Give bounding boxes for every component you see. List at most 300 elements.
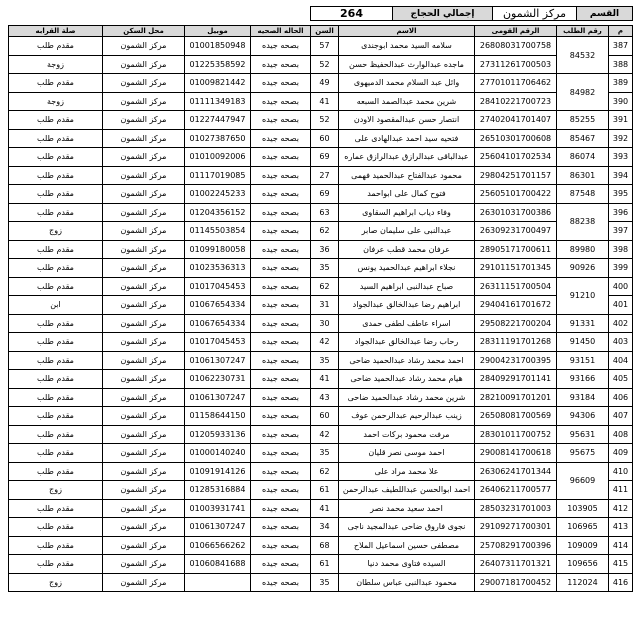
request-number-cell: 103905: [557, 499, 609, 518]
health-status-cell: بصحه جيده: [251, 148, 311, 167]
age-cell: 41: [311, 499, 339, 518]
mobile-cell: 01002245233: [185, 185, 251, 204]
health-status-cell: بصحه جيده: [251, 573, 311, 592]
national-id-cell: 26406211700577: [475, 481, 557, 500]
row-number-cell: 405: [609, 370, 633, 389]
request-number-cell: 85255: [557, 111, 609, 130]
request-number-cell: 91450: [557, 333, 609, 352]
row-number-cell: 389: [609, 74, 633, 93]
relation-cell: مقدم طلب: [9, 370, 103, 389]
request-number-cell: 109656: [557, 555, 609, 574]
mobile-cell: 01285316884: [185, 481, 251, 500]
age-cell: 41: [311, 92, 339, 111]
mobile-cell: 01204356152: [185, 203, 251, 222]
table-row: [9, 240, 633, 259]
relation-cell: مقدم طلب: [9, 185, 103, 204]
relation-cell: مقدم طلب: [9, 111, 103, 130]
national-id-cell: 29804251701157: [475, 166, 557, 185]
national-id-cell: 29508221700204: [475, 314, 557, 333]
age-cell: 36: [311, 240, 339, 259]
name-cell: فتوح كمال على ابواحمد: [339, 185, 475, 204]
residence-cell: مركز الشمون: [103, 518, 185, 537]
health-status-cell: بصحه جيده: [251, 462, 311, 481]
row-number-cell: 390: [609, 92, 633, 111]
residence-cell: مركز الشمون: [103, 333, 185, 352]
mobile-cell: 01023536313: [185, 259, 251, 278]
relation-cell: مقدم طلب: [9, 333, 103, 352]
name-cell: عبدالنبى على سليمان صابر: [339, 222, 475, 241]
residence-cell: مركز الشمون: [103, 351, 185, 370]
table-row: [9, 388, 633, 407]
name-cell: هيام محمد رشاد عبدالحميد ضاحى: [339, 370, 475, 389]
name-cell: احمد سعيد محمد نصر: [339, 499, 475, 518]
residence-cell: مركز الشمون: [103, 277, 185, 296]
row-number-cell: 416: [609, 573, 633, 592]
table-row: [9, 499, 633, 518]
row-number-cell: 402: [609, 314, 633, 333]
request-number-cell: 84532: [557, 37, 609, 74]
name-cell: وفاء دياب ابراهيم السقاوى: [339, 203, 475, 222]
row-number-cell: 395: [609, 185, 633, 204]
request-number-cell: 95631: [557, 425, 609, 444]
age-cell: 49: [311, 74, 339, 93]
table-row: [9, 277, 633, 296]
table-row: [9, 148, 633, 167]
column-header: صلة القرابه: [9, 26, 103, 37]
mobile-cell: 01066566262: [185, 536, 251, 555]
national-id-cell: 26808031700758: [475, 37, 557, 56]
name-cell: احمد ابوالحسن عبداللطيف عبدالرحمن: [339, 481, 475, 500]
mobile-cell: 01091914126: [185, 462, 251, 481]
name-cell: عبدالباقى عبدالرازق عبدالرازق عماره: [339, 148, 475, 167]
national-id-cell: 27701011706462: [475, 74, 557, 93]
table-row: [9, 425, 633, 444]
row-number-cell: 393: [609, 148, 633, 167]
residence-cell: مركز الشمون: [103, 148, 185, 167]
section-value: مركز الشمون: [493, 7, 577, 21]
relation-cell: مقدم طلب: [9, 536, 103, 555]
table-body: [9, 37, 633, 592]
name-cell: نجوى فاروق ضاحى عبدالمجيد ناجى: [339, 518, 475, 537]
age-cell: 68: [311, 536, 339, 555]
relation-cell: زوج: [9, 573, 103, 592]
national-id-cell: 25708291700396: [475, 536, 557, 555]
age-cell: 34: [311, 518, 339, 537]
request-number-cell: 93184: [557, 388, 609, 407]
table-row: [9, 74, 633, 93]
age-cell: 60: [311, 129, 339, 148]
residence-cell: مركز الشمون: [103, 444, 185, 463]
residence-cell: مركز الشمون: [103, 296, 185, 315]
national-id-cell: 28210091701201: [475, 388, 557, 407]
residence-cell: مركز الشمون: [103, 74, 185, 93]
age-cell: 61: [311, 555, 339, 574]
row-number-cell: 392: [609, 129, 633, 148]
mobile-cell: 01062230731: [185, 370, 251, 389]
residence-cell: مركز الشمون: [103, 222, 185, 241]
age-cell: 62: [311, 462, 339, 481]
residence-cell: مركز الشمون: [103, 240, 185, 259]
residence-cell: مركز الشمون: [103, 55, 185, 74]
national-id-cell: 26306241701344: [475, 462, 557, 481]
age-cell: 62: [311, 222, 339, 241]
table-row: [9, 55, 633, 74]
row-number-cell: 403: [609, 333, 633, 352]
table-row: [9, 314, 633, 333]
national-id-cell: 27402041701407: [475, 111, 557, 130]
health-status-cell: بصحه جيده: [251, 499, 311, 518]
relation-cell: مقدم طلب: [9, 462, 103, 481]
national-id-cell: 25605101700422: [475, 185, 557, 204]
health-status-cell: بصحه جيده: [251, 203, 311, 222]
age-cell: 52: [311, 55, 339, 74]
relation-cell: مقدم طلب: [9, 277, 103, 296]
row-number-cell: 411: [609, 481, 633, 500]
table-row: [9, 462, 633, 481]
age-cell: 35: [311, 444, 339, 463]
mobile-cell: 01009821442: [185, 74, 251, 93]
national-id-cell: 28410221700723: [475, 92, 557, 111]
summary-header: [310, 6, 633, 21]
health-status-cell: بصحه جيده: [251, 536, 311, 555]
row-number-cell: 400: [609, 277, 633, 296]
relation-cell: زوج: [9, 222, 103, 241]
residence-cell: مركز الشمون: [103, 111, 185, 130]
name-cell: محمود عبدالنبى عباس سلطان: [339, 573, 475, 592]
request-number-cell: 109009: [557, 536, 609, 555]
age-cell: 31: [311, 296, 339, 315]
table-row: [9, 92, 633, 111]
table-row: [9, 481, 633, 500]
age-cell: 43: [311, 388, 339, 407]
name-cell: محمود عبدالفتاح عبدالحميد فهمى: [339, 166, 475, 185]
table-header-row: [9, 26, 633, 37]
age-cell: 35: [311, 259, 339, 278]
mobile-cell: 01061307247: [185, 388, 251, 407]
table-row: [9, 573, 633, 592]
table-row: [9, 222, 633, 241]
age-cell: 35: [311, 573, 339, 592]
relation-cell: مقدم طلب: [9, 444, 103, 463]
age-cell: 62: [311, 277, 339, 296]
row-number-cell: 408: [609, 425, 633, 444]
row-number-cell: 388: [609, 55, 633, 74]
health-status-cell: بصحه جيده: [251, 55, 311, 74]
total-pilgrims-label: إجمالي الحجاج: [393, 7, 493, 21]
residence-cell: مركز الشمون: [103, 370, 185, 389]
health-status-cell: بصحه جيده: [251, 407, 311, 426]
name-cell: فتحيه سيد احمد عبدالهادى على: [339, 129, 475, 148]
pilgrims-table: [8, 25, 633, 592]
health-status-cell: بصحه جيده: [251, 314, 311, 333]
request-number-cell: 86074: [557, 148, 609, 167]
table-row: [9, 518, 633, 537]
age-cell: 63: [311, 203, 339, 222]
national-id-cell: 26301031700386: [475, 203, 557, 222]
table-row: [9, 407, 633, 426]
table-row: [9, 370, 633, 389]
health-status-cell: بصحه جيده: [251, 351, 311, 370]
residence-cell: مركز الشمون: [103, 536, 185, 555]
relation-cell: زوجة: [9, 92, 103, 111]
name-cell: علا محمد مراد على: [339, 462, 475, 481]
age-cell: 69: [311, 148, 339, 167]
mobile-cell: 01111349183: [185, 92, 251, 111]
request-number-cell: 90926: [557, 259, 609, 278]
table-row: [9, 296, 633, 315]
table-row: [9, 129, 633, 148]
mobile-cell: [185, 573, 251, 592]
row-number-cell: 401: [609, 296, 633, 315]
national-id-cell: 29004231700395: [475, 351, 557, 370]
request-number-cell: 84982: [557, 74, 609, 111]
mobile-cell: 01099180058: [185, 240, 251, 259]
relation-cell: مقدم طلب: [9, 129, 103, 148]
mobile-cell: 01010092006: [185, 148, 251, 167]
relation-cell: مقدم طلب: [9, 499, 103, 518]
age-cell: 41: [311, 370, 339, 389]
row-number-cell: 396: [609, 203, 633, 222]
relation-cell: مقدم طلب: [9, 518, 103, 537]
national-id-cell: 28905171700611: [475, 240, 557, 259]
health-status-cell: بصحه جيده: [251, 185, 311, 204]
request-number-cell: 96609: [557, 462, 609, 499]
national-id-cell: 29101151701345: [475, 259, 557, 278]
national-id-cell: 29008141700618: [475, 444, 557, 463]
health-status-cell: بصحه جيده: [251, 222, 311, 241]
name-cell: احمد موسى نصر قليان: [339, 444, 475, 463]
name-cell: زينب عبدالرحيم عبدالرحمن عوف: [339, 407, 475, 426]
request-number-cell: 94306: [557, 407, 609, 426]
relation-cell: مقدم طلب: [9, 74, 103, 93]
mobile-cell: 01145503854: [185, 222, 251, 241]
request-number-cell: 112024: [557, 573, 609, 592]
relation-cell: مقدم طلب: [9, 314, 103, 333]
national-id-cell: 28301011700752: [475, 425, 557, 444]
national-id-cell: 29109271700301: [475, 518, 557, 537]
name-cell: رحاب رضا عبدالخالق عبدالجواد: [339, 333, 475, 352]
mobile-cell: 01067654334: [185, 296, 251, 315]
column-header: موبيل: [185, 26, 251, 37]
health-status-cell: بصحه جيده: [251, 296, 311, 315]
residence-cell: مركز الشمون: [103, 166, 185, 185]
column-header: السن: [311, 26, 339, 37]
age-cell: 61: [311, 481, 339, 500]
table-row: [9, 444, 633, 463]
health-status-cell: بصحه جيده: [251, 129, 311, 148]
request-number-cell: 86301: [557, 166, 609, 185]
table-row: [9, 203, 633, 222]
mobile-cell: 01061307247: [185, 518, 251, 537]
name-cell: انتصار حسن عبدالمقصود الاودن: [339, 111, 475, 130]
health-status-cell: بصحه جيده: [251, 92, 311, 111]
national-id-cell: 26407311701321: [475, 555, 557, 574]
residence-cell: مركز الشمون: [103, 573, 185, 592]
health-status-cell: بصحه جيده: [251, 555, 311, 574]
row-number-cell: 406: [609, 388, 633, 407]
name-cell: سلامه السيد محمد ابوجندى: [339, 37, 475, 56]
relation-cell: زوج: [9, 481, 103, 500]
row-number-cell: 391: [609, 111, 633, 130]
name-cell: اسراء عاطف لطفى حمدى: [339, 314, 475, 333]
residence-cell: مركز الشمون: [103, 259, 185, 278]
age-cell: 69: [311, 185, 339, 204]
request-number-cell: 93166: [557, 370, 609, 389]
column-header: الرقم القومى: [475, 26, 557, 37]
relation-cell: مقدم طلب: [9, 203, 103, 222]
column-header: محل السكن: [103, 26, 185, 37]
residence-cell: مركز الشمون: [103, 555, 185, 574]
table-row: [9, 185, 633, 204]
name-cell: احمد محمد رشاد عبدالحميد ضاحى: [339, 351, 475, 370]
residence-cell: مركز الشمون: [103, 425, 185, 444]
mobile-cell: 01117019085: [185, 166, 251, 185]
mobile-cell: 01017045453: [185, 277, 251, 296]
request-number-cell: 93151: [557, 351, 609, 370]
table-row: [9, 555, 633, 574]
national-id-cell: 25604101702534: [475, 148, 557, 167]
national-id-cell: 28409291701141: [475, 370, 557, 389]
relation-cell: مقدم طلب: [9, 555, 103, 574]
residence-cell: مركز الشمون: [103, 92, 185, 111]
request-number-cell: 87548: [557, 185, 609, 204]
column-header: م: [609, 26, 633, 37]
health-status-cell: بصحه جيده: [251, 425, 311, 444]
mobile-cell: 01061307247: [185, 351, 251, 370]
health-status-cell: بصحه جيده: [251, 518, 311, 537]
request-number-cell: 91331: [557, 314, 609, 333]
row-number-cell: 398: [609, 240, 633, 259]
relation-cell: مقدم طلب: [9, 37, 103, 56]
name-cell: صباح عبدالنبى ابراهيم السيد: [339, 277, 475, 296]
health-status-cell: بصحه جيده: [251, 388, 311, 407]
residence-cell: مركز الشمون: [103, 37, 185, 56]
relation-cell: مقدم طلب: [9, 148, 103, 167]
name-cell: شرين محمد رشاد عبدالحميد ضاحى: [339, 388, 475, 407]
table-row: [9, 166, 633, 185]
section-label: القسم: [577, 7, 633, 21]
residence-cell: مركز الشمون: [103, 129, 185, 148]
mobile-cell: 01027387650: [185, 129, 251, 148]
health-status-cell: بصحه جيده: [251, 166, 311, 185]
table-row: [9, 111, 633, 130]
row-number-cell: 413: [609, 518, 633, 537]
table-row: [9, 37, 633, 56]
mobile-cell: 01227447947: [185, 111, 251, 130]
request-number-cell: 106965: [557, 518, 609, 537]
table-row: [9, 259, 633, 278]
name-cell: ابراهيم رضا عبدالخالق عبدالجواد: [339, 296, 475, 315]
age-cell: 35: [311, 351, 339, 370]
residence-cell: مركز الشمون: [103, 499, 185, 518]
request-number-cell: 88238: [557, 203, 609, 240]
mobile-cell: 01158644150: [185, 407, 251, 426]
health-status-cell: بصحه جيده: [251, 333, 311, 352]
request-number-cell: 85467: [557, 129, 609, 148]
health-status-cell: بصحه جيده: [251, 37, 311, 56]
residence-cell: مركز الشمون: [103, 407, 185, 426]
relation-cell: مقدم طلب: [9, 407, 103, 426]
age-cell: 27: [311, 166, 339, 185]
table-row: [9, 536, 633, 555]
name-cell: وائل عبد السلام محمد الدميهوى: [339, 74, 475, 93]
row-number-cell: 394: [609, 166, 633, 185]
residence-cell: مركز الشمون: [103, 462, 185, 481]
health-status-cell: بصحه جيده: [251, 277, 311, 296]
residence-cell: مركز الشمون: [103, 388, 185, 407]
row-number-cell: 397: [609, 222, 633, 241]
relation-cell: مقدم طلب: [9, 166, 103, 185]
mobile-cell: 01225358592: [185, 55, 251, 74]
national-id-cell: 26309231700497: [475, 222, 557, 241]
residence-cell: مركز الشمون: [103, 185, 185, 204]
age-cell: 52: [311, 111, 339, 130]
row-number-cell: 404: [609, 351, 633, 370]
relation-cell: ابن: [9, 296, 103, 315]
mobile-cell: 01060841688: [185, 555, 251, 574]
name-cell: مصطفى حسين اسماعيل الملاح: [339, 536, 475, 555]
name-cell: ماجده عبدالوارث عبدالحفيظ حسن: [339, 55, 475, 74]
age-cell: 60: [311, 407, 339, 426]
row-number-cell: 387: [609, 37, 633, 56]
mobile-cell: 01205933136: [185, 425, 251, 444]
mobile-cell: 01067654334: [185, 314, 251, 333]
residence-cell: مركز الشمون: [103, 314, 185, 333]
relation-cell: مقدم طلب: [9, 388, 103, 407]
health-status-cell: بصحه جيده: [251, 370, 311, 389]
age-cell: 42: [311, 333, 339, 352]
column-header: الاسم: [339, 26, 475, 37]
relation-cell: زوجة: [9, 55, 103, 74]
age-cell: 30: [311, 314, 339, 333]
national-id-cell: 27311261700503: [475, 55, 557, 74]
row-number-cell: 410: [609, 462, 633, 481]
age-cell: 42: [311, 425, 339, 444]
age-cell: 57: [311, 37, 339, 56]
national-id-cell: 29404161701672: [475, 296, 557, 315]
health-status-cell: بصحه جيده: [251, 111, 311, 130]
row-number-cell: 407: [609, 407, 633, 426]
health-status-cell: بصحه جيده: [251, 74, 311, 93]
column-header: رقم الطلب: [557, 26, 609, 37]
national-id-cell: 28311191701268: [475, 333, 557, 352]
row-number-cell: 415: [609, 555, 633, 574]
total-pilgrims-value: 264: [311, 7, 393, 21]
name-cell: نجلاء ابراهيم عبدالحميد يونس: [339, 259, 475, 278]
request-number-cell: 91210: [557, 277, 609, 314]
national-id-cell: 26510301700608: [475, 129, 557, 148]
column-header: الحاله الصحيه: [251, 26, 311, 37]
residence-cell: مركز الشمون: [103, 203, 185, 222]
mobile-cell: 01017045453: [185, 333, 251, 352]
request-number-cell: 89980: [557, 240, 609, 259]
name-cell: شرين محمد عبدالصمد السبعه: [339, 92, 475, 111]
relation-cell: مقدم طلب: [9, 425, 103, 444]
table-row: [9, 351, 633, 370]
residence-cell: مركز الشمون: [103, 481, 185, 500]
row-number-cell: 399: [609, 259, 633, 278]
national-id-cell: 26508081700569: [475, 407, 557, 426]
health-status-cell: بصحه جيده: [251, 259, 311, 278]
mobile-cell: 01003931741: [185, 499, 251, 518]
row-number-cell: 414: [609, 536, 633, 555]
national-id-cell: 26311151700504: [475, 277, 557, 296]
row-number-cell: 409: [609, 444, 633, 463]
name-cell: عرفان محمد قطب عرفان: [339, 240, 475, 259]
relation-cell: مقدم طلب: [9, 240, 103, 259]
name-cell: مرفت محمود بركات احمد: [339, 425, 475, 444]
health-status-cell: بصحه جيده: [251, 481, 311, 500]
